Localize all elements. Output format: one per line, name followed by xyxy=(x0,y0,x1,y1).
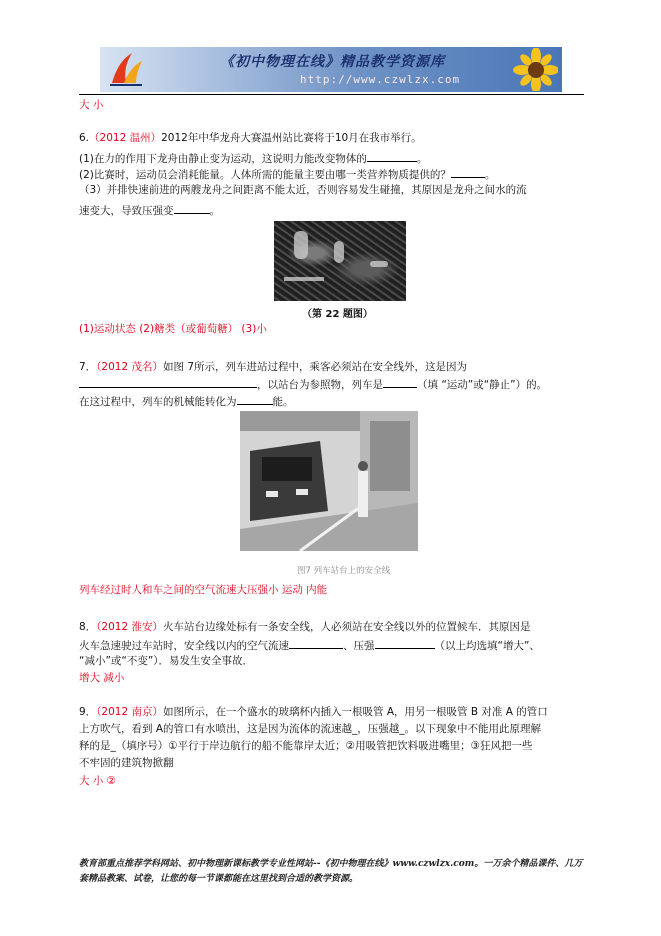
answer-blank xyxy=(289,637,343,649)
q8-line2 xyxy=(79,637,540,653)
q6-part3-text: 速变大，导致压强变 xyxy=(79,205,174,217)
q6-part3-b xyxy=(79,202,220,218)
header-rule xyxy=(79,94,584,95)
q8-line1 xyxy=(79,620,531,634)
q6-number: 6. xyxy=(79,132,90,144)
answer-blank xyxy=(451,166,485,178)
q8-text1: 火车站台边缘处标有一条安全线，人必须站在安全线以外的位置候车．其原因是 xyxy=(163,621,531,633)
q7-answer: 列车经过时人和车之间的空气流速大压强小 运动 内能 xyxy=(79,584,328,596)
q6-figure-caption: （第 22 题图） xyxy=(302,309,373,320)
q9-text1: 如图所示，在一个盛水的玻璃杯内插入一根吸管 A，用另一根吸管 B 对准 A 的管口 xyxy=(163,706,548,718)
q7-line2 xyxy=(79,376,547,392)
q6-part2-text: (2)比赛时，运动员会消耗能量。人体所需的能量主要由哪一类营养物质提供的？ xyxy=(79,169,451,181)
q9-line3: 释的是_（填序号）①平行于岸边航行的船不能靠岸太近；②用吸管把饮料吸进嘴里；③狂风把一些 xyxy=(79,740,533,752)
q7-line3 xyxy=(79,393,294,409)
q8-line3: “减小”或“不变”）．易发生安全事故． xyxy=(79,655,254,667)
q8-number: 8． xyxy=(79,621,97,633)
q7-text3a: 在这过程中，列车的机械能转化为 xyxy=(79,396,237,408)
q9-line1 xyxy=(79,705,548,719)
q6-source: （2012 温州） xyxy=(89,132,162,144)
q6-part1 xyxy=(79,150,427,166)
q9-line4: 不牢固的建筑物掀翻 xyxy=(79,757,174,769)
answer-blank xyxy=(367,150,417,162)
answer-blank xyxy=(174,202,210,214)
q9-number: 9． xyxy=(79,706,97,718)
q8-answer: 增大 减小 xyxy=(79,672,125,684)
q6-part3-end: 。 xyxy=(209,205,220,217)
sunflower-icon xyxy=(506,48,558,91)
q7-text2b: （填 “运动”或“静止”）的。 xyxy=(417,379,548,391)
q7-line1 xyxy=(79,360,467,374)
q6-part2-end: 。 xyxy=(484,169,496,181)
q7-text1: 如图 7所示，列车进站过程中，乘客必须站在安全线外，这是因为 xyxy=(163,361,468,373)
answer-blank xyxy=(375,637,435,649)
q9-answer: 大 小 ② xyxy=(79,775,117,787)
q8-text2c: （以上均选填“增大”、 xyxy=(434,640,540,652)
q6-part2 xyxy=(79,166,495,182)
dragon-boat-photo xyxy=(274,221,406,301)
site-logo-icon xyxy=(106,49,146,89)
banner-url: http://www.czwlzx.com xyxy=(300,73,461,86)
q7-text3b: 能。 xyxy=(272,396,294,408)
page-footer: 教育部重点推荐学科网站、初中物理新课标教学专业性网站--《初中物理在线》www.czwlzx.com。一万余个精品课件、几万套精品教案、试卷，让您的每一节课都能在这里找到合适的教学资源。 xyxy=(79,859,583,884)
answer-blank xyxy=(237,393,273,405)
header-banner xyxy=(100,47,562,92)
q7-text2a: ，以站台为参照物，列车是 xyxy=(257,379,383,391)
banner-title: 《初中物理在线》精品教学资源库 xyxy=(220,54,445,70)
answer-blank xyxy=(383,376,417,388)
q6-part1-text: (1)在力的作用下龙舟由静止变为运动，这说明力能改变物体的 xyxy=(79,153,367,165)
q7-source: （2012 茂名） xyxy=(96,361,163,373)
q6-answer: (1)运动状态 (2)糖类（或葡萄糖） (3)小 xyxy=(79,323,267,335)
q9-line2: 上方吹气，看到 A的管口有水喷出，这是因为流体的流速越_，压强越_。以下现象中不能用此原理解 xyxy=(79,723,542,735)
q7-figure-caption: 图7 列车站台上的安全线 xyxy=(297,566,391,576)
q8-text2a: 火车急速驶过车站时，安全线以内的空气流速 xyxy=(79,640,289,652)
answer-blank xyxy=(79,376,257,388)
q6-part1-end: 。 xyxy=(416,153,428,165)
q8-source: （2012 淮安） xyxy=(96,621,163,633)
q6-stem: 2012年中华龙舟大赛温州站比赛将于10月在我市举行。 xyxy=(161,132,422,144)
q6-stem-line xyxy=(79,131,422,145)
q8-text2b: 、压强 xyxy=(343,640,375,652)
prev-answer: 大 小 xyxy=(79,99,104,111)
q7-number: 7． xyxy=(79,361,97,373)
q9-source: （2012 南京） xyxy=(96,706,163,718)
train-illustration xyxy=(240,411,418,551)
train-station-photo xyxy=(240,411,418,551)
q6-part3-a: （3）并排快速前进的两艘龙舟之间距离不能太近，否则容易发生碰撞，其原因是龙舟之间水的流 xyxy=(79,184,527,196)
